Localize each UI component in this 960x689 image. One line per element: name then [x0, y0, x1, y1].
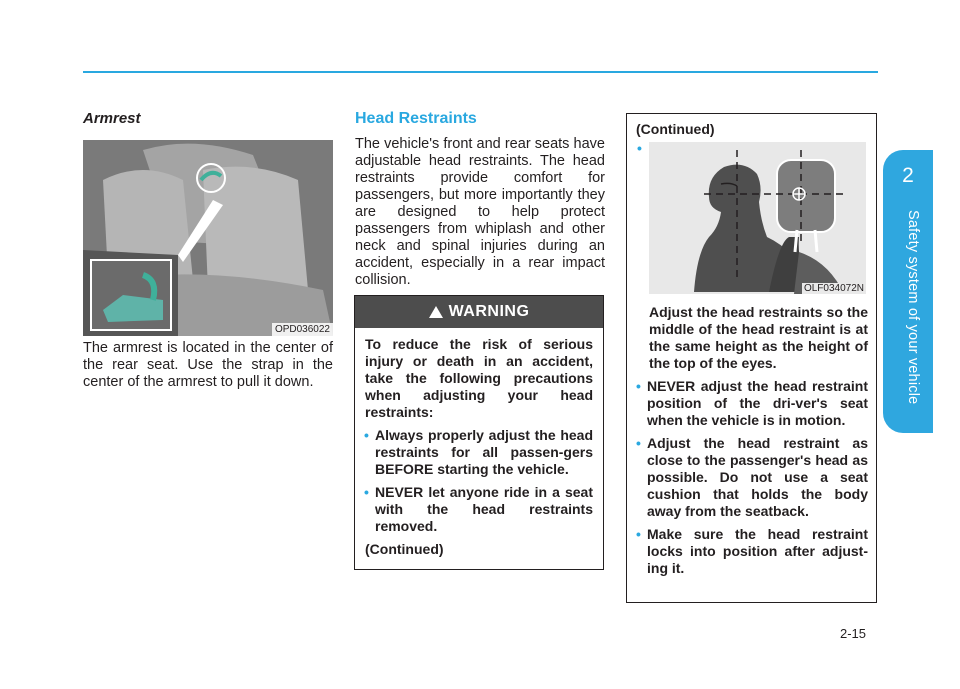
head-restraint-illustration: [649, 142, 866, 294]
continued-text: [637, 304, 868, 583]
chapter-title: Safety system of your vehicle: [905, 210, 921, 405]
warning-box: [354, 295, 604, 570]
armrest-heading: Armrest: [83, 110, 141, 127]
warning-title: WARNING: [448, 303, 530, 320]
armrest-image-code: OPD036022: [272, 323, 333, 336]
warning-continued: (Continued): [365, 541, 444, 557]
chapter-number: 2: [902, 164, 914, 187]
rear-seat-illustration: [83, 140, 333, 336]
continued-bullet: • NEVER adjust the head restraint position of the dri-ver's seat when the vehicle is in motion.: [637, 378, 868, 429]
warning-triangle-icon: [429, 306, 443, 318]
diagram-image-code: OLF034072N: [803, 283, 864, 294]
head-restraint-diagram: [649, 142, 866, 294]
first-bullet-text: Adjust the head restraints so the middle of the head restraint is at the same height as the height of the top of the eyes.: [649, 304, 868, 371]
continued-bullet: • Adjust the head restraint as close to the passenger's head as possible. Do not use a seat cushion that holds the body away from the seatback.: [637, 435, 868, 520]
chapter-side-tab: [883, 150, 933, 433]
warning-body: [355, 328, 603, 558]
continued-bullets: [637, 378, 868, 577]
warning-bullet: • Always properly adjust the head restraints for all passen-gers BEFORE starting the vehicle.: [365, 427, 593, 478]
warning-bullet: • NEVER let anyone ride in a seat with the head restraints removed.: [365, 484, 593, 535]
armrest-description: The armrest is located in the center of the rear seat. Use the strap in the center of the armrest to pull it down.: [83, 340, 333, 390]
warning-header: [355, 296, 603, 328]
continued-bullet: • Make sure the head restraint locks into position after adjust-ing it.: [637, 526, 868, 577]
header-rule: [83, 71, 878, 73]
continued-title: (Continued): [636, 121, 715, 137]
head-restraints-heading: Head Restraints: [355, 110, 477, 127]
head-restraints-section: [355, 110, 605, 289]
warning-intro: To reduce the risk of serious injury or death in an accident, take the following precautions when adjusting your head restraints:: [365, 336, 593, 420]
warning-bullets: [365, 427, 593, 535]
armrest-photo: [83, 140, 333, 336]
head-restraints-description: The vehicle's front and rear seats have adjustable head restraints. The head restraints provide comfort for passengers, but more importantly they are designed to help protect passengers from whiplash and other neck and spinal injuries during an accident, especially in a rear impact collision.: [355, 136, 605, 288]
armrest-section: [83, 110, 333, 127]
continued-warning-box: [626, 113, 877, 603]
bullet-marker: •: [637, 140, 642, 156]
page-number: 2-15: [840, 626, 867, 641]
